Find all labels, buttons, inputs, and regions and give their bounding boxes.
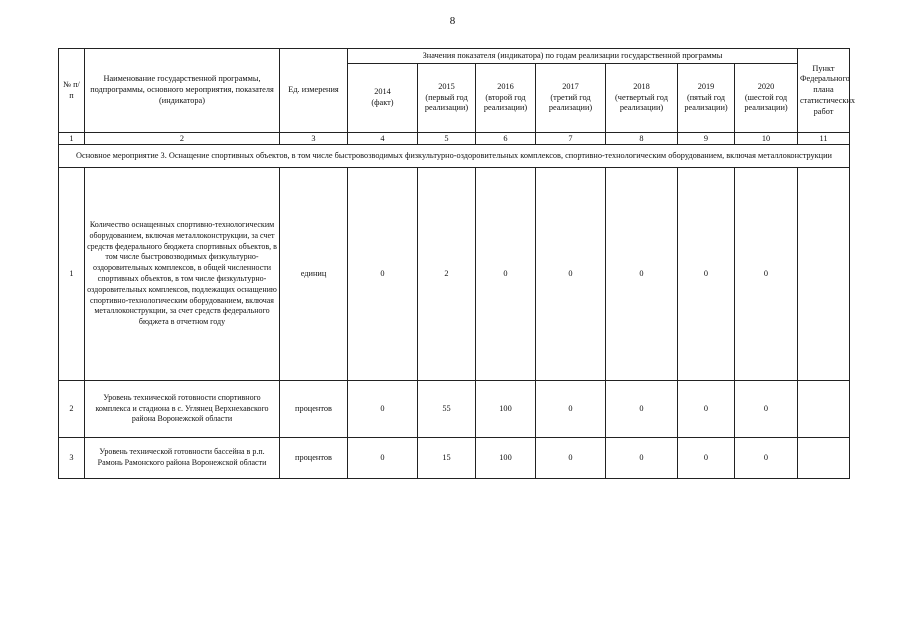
header-year-2019: 2019 (пятый год реализации) [678, 64, 735, 133]
header-year-2018: 2018 (четвертый год реализации) [606, 64, 678, 133]
column-number: 3 [280, 133, 348, 145]
row-value-2014: 0 [348, 168, 418, 381]
column-numbers-row [59, 133, 850, 145]
indicators-table [58, 48, 856, 479]
table-row [59, 438, 850, 479]
row-value-2014: 0 [348, 381, 418, 438]
row-name: Количество оснащенных спортивно-технологическим оборудованием, включая металлоконструкции, за счет средств федерального бюджета спортивных объектов, в том числе быстровозводимых физкультурно-оздоровительных комплексов, в общей численности спортивных объектов, в том числе физкультурно-оздоровительных комплексов, подлежащих оснащению спортивно-технологическим оборудованием, включая металлоконструкции, за счет средств федерального бюджета в отчетном году [85, 168, 280, 381]
row-value-2020: 0 [735, 168, 798, 381]
row-value-2017: 0 [536, 438, 606, 479]
header-plan-item: Пункт Федерального плана статистических работ [798, 49, 850, 133]
row-value-2020: 0 [735, 438, 798, 479]
row-value-2019: 0 [678, 168, 735, 381]
column-number: 9 [678, 133, 735, 145]
row-value-2018: 0 [606, 168, 678, 381]
column-number: 11 [798, 133, 850, 145]
page-number: 8 [449, 15, 456, 27]
column-number: 8 [606, 133, 678, 145]
table-row [59, 381, 850, 438]
column-number: 1 [59, 133, 85, 145]
header-year-2014: 2014 (факт) [348, 64, 418, 133]
row-value-2015: 2 [418, 168, 476, 381]
row-value-2015: 55 [418, 381, 476, 438]
row-value-2017: 0 [536, 381, 606, 438]
header-values-group: Значения показателя (индикатора) по годам реализации государственной программы [348, 49, 798, 64]
column-number: 6 [476, 133, 536, 145]
header-year-2017: 2017 (третий год реализации) [536, 64, 606, 133]
row-unit: процентов [280, 381, 348, 438]
header-year-2015: 2015 (первый год реализации) [418, 64, 476, 133]
row-name: Уровень технической готовности бассейна в р.п. Рамонь Рамонского района Воронежской области [85, 438, 280, 479]
row-value-2020: 0 [735, 381, 798, 438]
header-year-2020: 2020 (шестой год реализации) [735, 64, 798, 133]
row-value-2015: 15 [418, 438, 476, 479]
row-value-2016: 100 [476, 438, 536, 479]
header-year-2016: 2016 (второй год реализации) [476, 64, 536, 133]
row-unit: единиц [280, 168, 348, 381]
row-plan-item [798, 438, 850, 479]
row-value-2019: 0 [678, 381, 735, 438]
row-value-2017: 0 [536, 168, 606, 381]
column-number: 7 [536, 133, 606, 145]
section-title: Основное мероприятие 3. Оснащение спортивных объектов, в том числе быстровозводимых физкультурно-оздоровительных комплексов, спортивно-технологическим оборудованием, включая металлоконструкции [59, 145, 850, 168]
row-name: Уровень технической готовности спортивного комплекса и стадиона в с. Углянец Верхнехавского района Воронежской области [85, 381, 280, 438]
row-unit: процентов [280, 438, 348, 479]
row-plan-item [798, 168, 850, 381]
row-value-2019: 0 [678, 438, 735, 479]
row-plan-item [798, 381, 850, 438]
row-num: 2 [59, 381, 85, 438]
header-num: № п/п [59, 49, 85, 133]
header-unit: Ед. измерения [280, 49, 348, 133]
column-number: 10 [735, 133, 798, 145]
header-name: Наименование государственной программы, подпрограммы, основного мероприятия, показателя (индикатора) [85, 49, 280, 133]
column-number: 4 [348, 133, 418, 145]
row-value-2018: 0 [606, 438, 678, 479]
row-value-2016: 0 [476, 168, 536, 381]
row-value-2014: 0 [348, 438, 418, 479]
row-num: 1 [59, 168, 85, 381]
row-value-2018: 0 [606, 381, 678, 438]
table-row [59, 168, 850, 381]
column-number: 5 [418, 133, 476, 145]
column-number: 2 [85, 133, 280, 145]
row-value-2016: 100 [476, 381, 536, 438]
row-num: 3 [59, 438, 85, 479]
